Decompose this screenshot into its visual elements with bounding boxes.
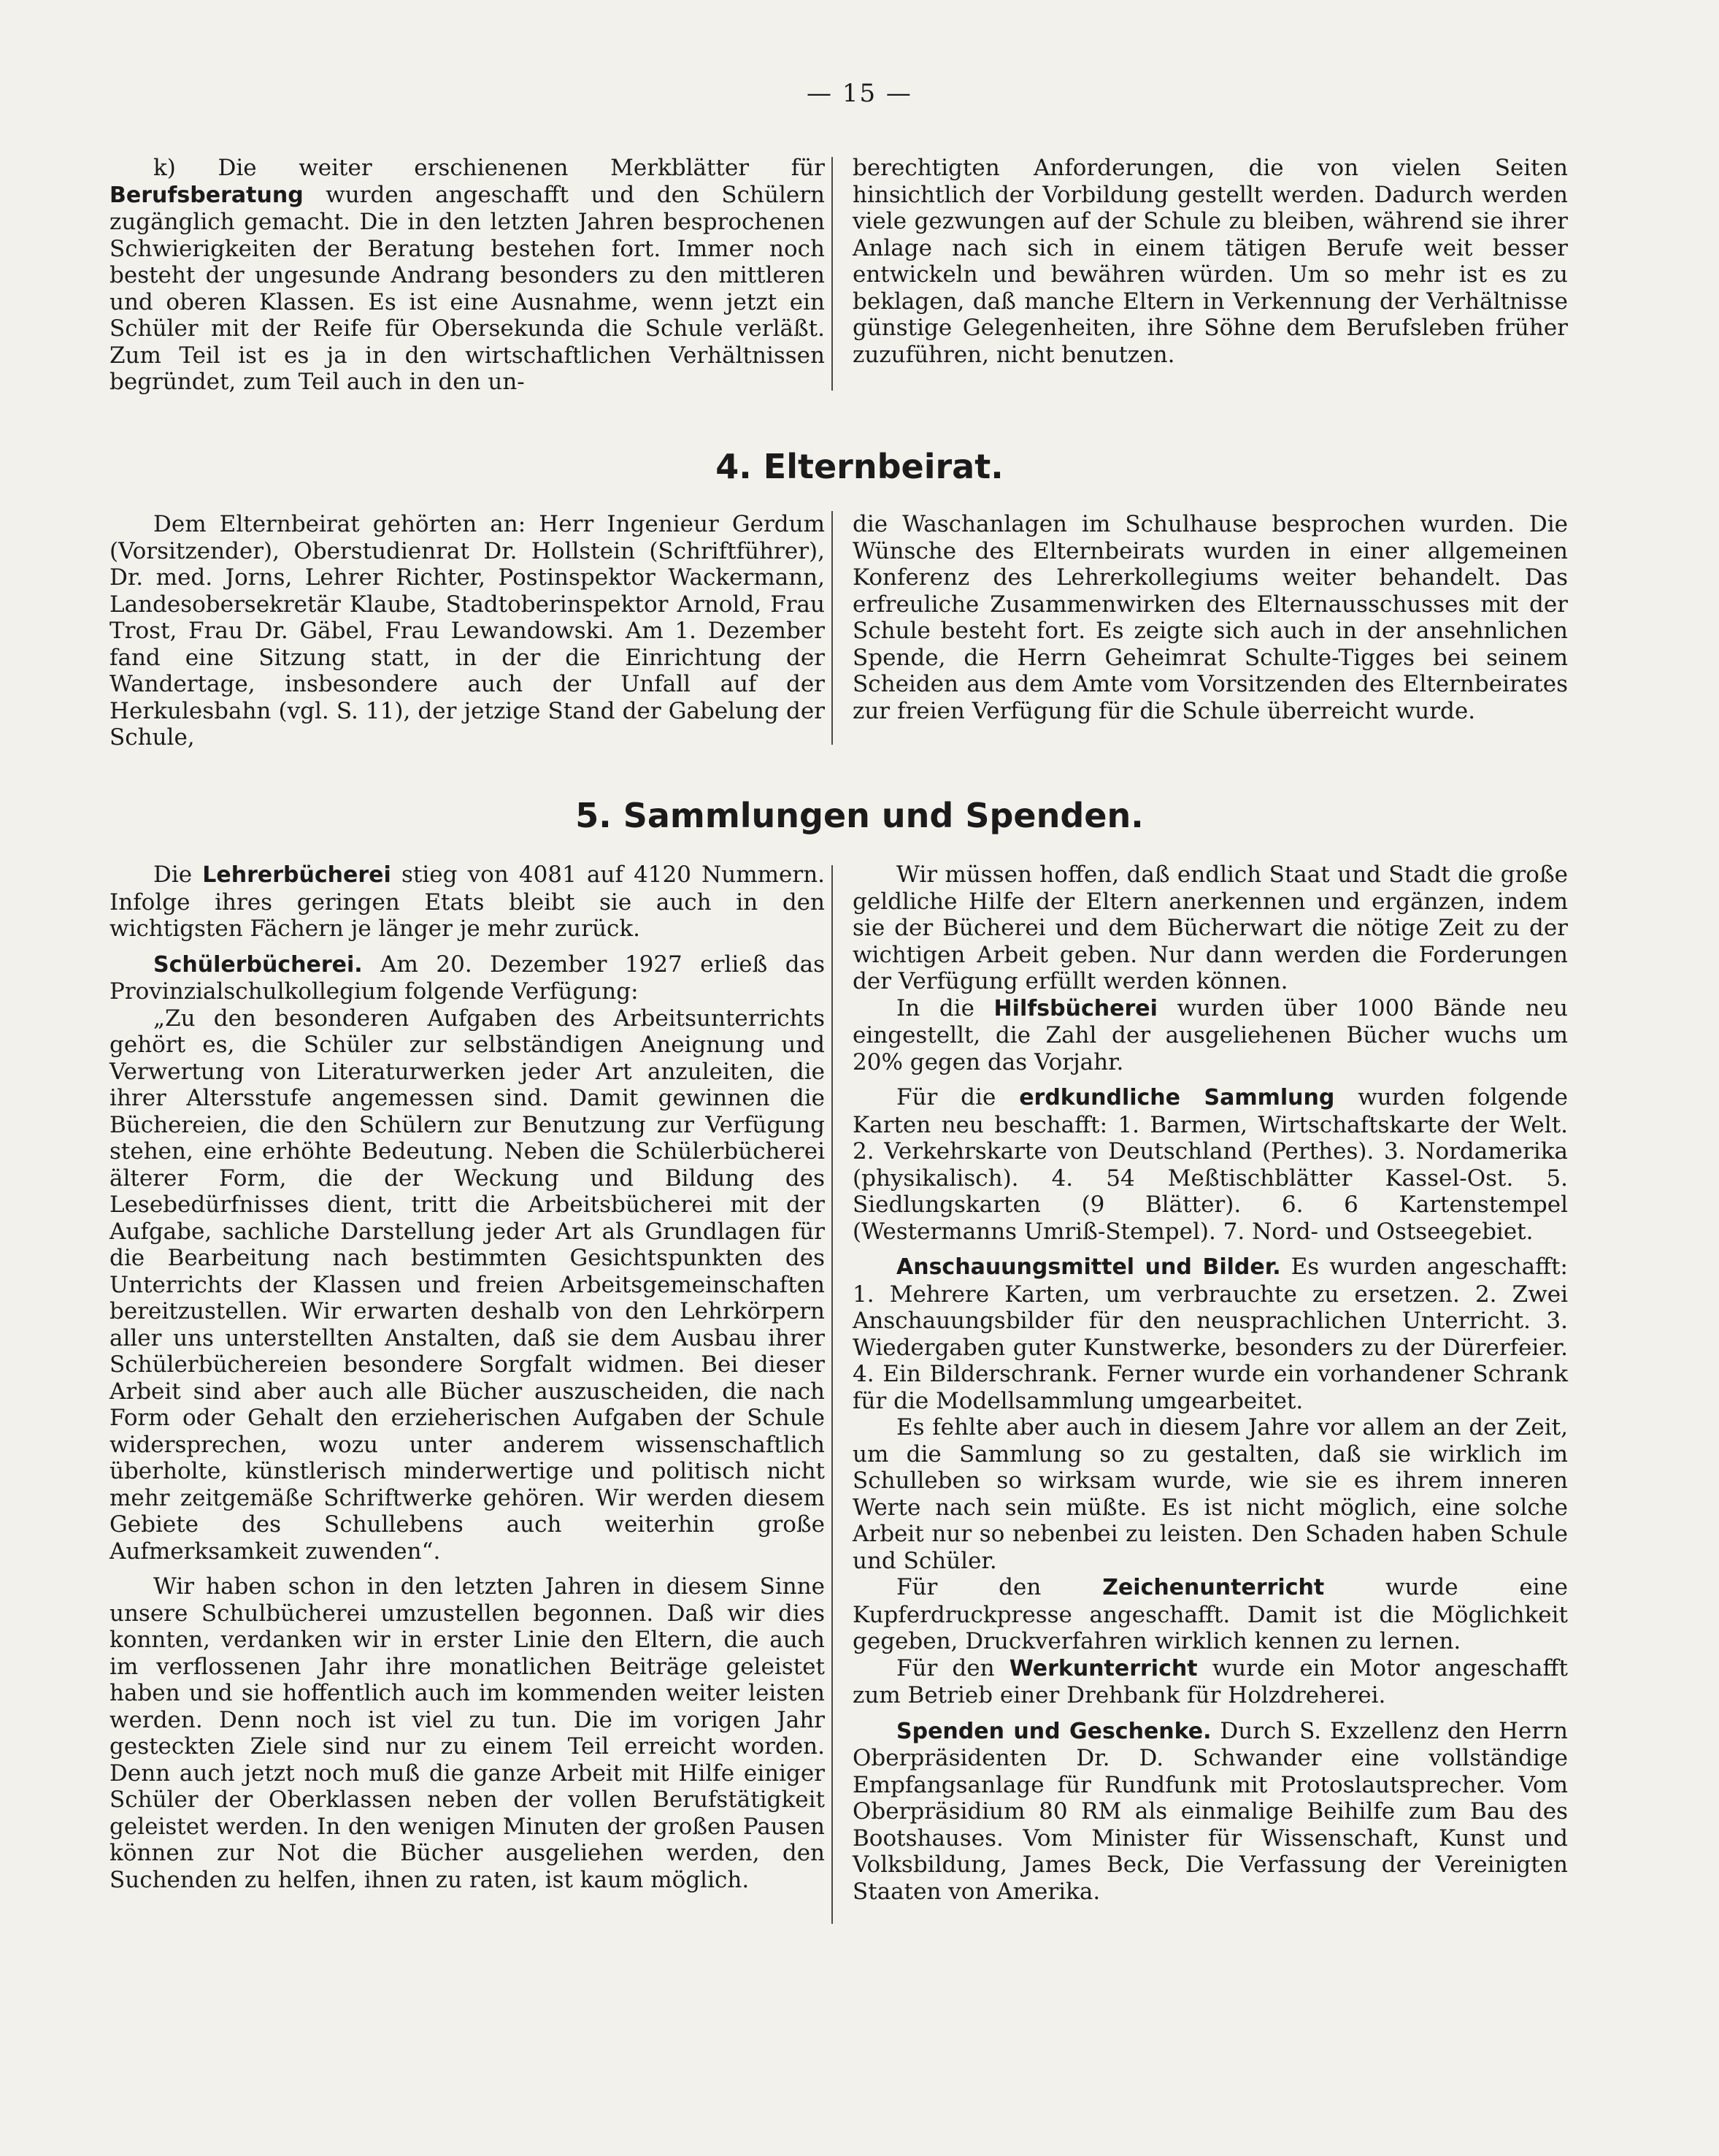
text: Für den: [896, 1654, 1010, 1681]
paragraph: Wir haben schon in den letzten Jahren in diesem Sinne unsere Schulbücherei umzustellen begonnen. Daß wir dies konnten, verdanken wir in erster Linie den Eltern, die auch im verflossenen Jahr ihre monatlichen Beiträge geleistet haben und sie hoffentlich auch im kommenden weiter leisten werden. Denn noch ist viel zu tun. Die im vorigen Jahr gesteckten Ziele sind nur zu einem Teil erreicht worden. Denn auch jetzt noch muß die ganze Arbeit mit Hilfe einiger Schüler der Oberklassen neben der vollen Berufstätigkeit geleistet werden. In den wenigen Minuten der großen Pausen können zur Not die Bücher ausgeliehen werden, den Suchenden zu helfen, ihnen zu raten, ist kaum möglich.: [109, 1573, 825, 1893]
column-divider: [831, 511, 833, 745]
section-k-right-column: [853, 155, 1568, 368]
text: wurden über 1000 Bände neu eingestellt, die Zahl der ausgeliehenen Bücher wuchs um 20% gegen das Vorjahr.: [853, 994, 1568, 1075]
paragraph: [109, 862, 825, 943]
text: In die: [896, 994, 994, 1021]
section-5-right-column: [853, 862, 1568, 1905]
paragraph: Dem Elternbeirat gehörten an: Herr Ingenieur Gerdum (Vorsitzender), Oberstudienrat Dr. Hollstein (Schriftführer), Dr. med. Jorns, Lehrer Richter, Postinspektor Wackermann, Landesobersekretär Klaube, Stadtoberinspektor Arnold, Frau Trost, Frau Dr. Gäbel, Frau Lewandowski. Am 1. Dezember fand eine Sitzung statt, in der die Einrichtung der Wandertage, insbesondere auch der Unfall auf der Herkulesbahn (vgl. S. 11), der jetzige Stand der Gabelung der Schule,: [109, 511, 825, 751]
paragraph: Wir müssen hoffen, daß endlich Staat und Stadt die große geldliche Hilfe der Eltern anerkennen und ergänzen, indem sie der Bücherei und dem Bücherwart die nötige Zeit zu der wichtigen Arbeit geben. Nur dann werden die Forderungen der Verfügung erfüllt werden können.: [853, 862, 1568, 994]
bold-term: Spenden und Geschenke.: [896, 1718, 1212, 1744]
text: wurden angeschafft und den Schülern zugänglich gemacht. Die in den letzten Jahren besprochenen Schwierigkeiten der Beratung bestehen fort. Immer noch besteht der ungesunde Andrang besonders zu den mittleren und oberen Klassen. Es ist eine Ausnahme, wenn jetzt ein Schüler mit der Reife für Obersekunda die Schule verläßt. Zum Teil ist es ja in den wirtschaftlichen Verhältnissen begründet, zum Teil auch in den un-: [109, 181, 825, 395]
paragraph: [853, 1655, 1568, 1709]
paragraph: Es fehlte aber auch in diesem Jahre vor allem an der Zeit, um die Sammlung so zu gestalten, daß sie wirklich im Schulleben so wirksam wurde, wie sie es ihrem inneren Werte nach sein müßte. Es ist nicht möglich, eine solche Arbeit nur so nebenbei zu leisten. Den Schaden haben Schule und Schüler.: [853, 1414, 1568, 1574]
text: Am 20. Dezember 1927 erließ das Provinzialschulkollegium folgende Verfügung:: [109, 951, 825, 1005]
paragraph: [853, 1084, 1568, 1245]
paragraph: [853, 1574, 1568, 1655]
column-divider: [831, 865, 833, 1924]
paragraph: [109, 951, 825, 1005]
bold-term: erdkundliche Sammlung: [1019, 1085, 1335, 1110]
paragraph: [109, 155, 825, 396]
text: Durch S. Exzellenz den Herrn Oberpräsidenten Dr. D. Schwander eine vollständige Empfangsanlage für Rundfunk mit Protoslautsprecher. Vom Oberpräsidium 80 RM als einmalige Beihilfe zum Bau des Bootshauses. Vom Minister für Wissenschaft, Kunst und Volksbildung, James Beck, Die Verfassung der Vereinigten Staaten von Amerika.: [853, 1717, 1569, 1905]
text: wurden folgende Karten neu beschafft: 1. Barmen, Wirtschaftskarte der Welt. 2. Verkehrskarte von Deutschland (Perthes). 3. Nordamerika (physikalisch). 4. 54 Meßtischblätter Kassel-Ost. 5. Siedlungskarten (9 Blätter). 6. 6 Kartenstempel (Westermanns Umriß-Stempel). 7. Nord- und Ostseegebiet.: [853, 1084, 1568, 1245]
text: Die: [153, 862, 203, 888]
paragraph: [853, 1718, 1568, 1906]
text: wurde eine Kupferdruckpresse angeschafft. Damit ist die Möglichkeit gegeben, Druckverfahren wirklich kennen zu lernen.: [853, 1574, 1568, 1654]
text: k) Die weiter erschienenen Merkblätter für: [153, 155, 825, 181]
bold-term: Anschauungsmittel und Bilder.: [896, 1254, 1281, 1280]
text: Für den: [896, 1574, 1103, 1600]
bold-term: Hilfsbücherei: [993, 995, 1158, 1021]
section-k-left-column: [109, 155, 825, 396]
section-5-left-column: [109, 862, 825, 1893]
bold-term: Schülerbücherei.: [153, 951, 363, 978]
text: stieg von 4081 auf 4120 Nummern. Infolge ihres geringen Etats bleibt sie auch in den wichtigsten Fächern je länger je mehr zurück.: [109, 862, 826, 942]
text: Für die: [896, 1084, 1020, 1110]
paragraph: [853, 995, 1568, 1076]
section-4-right-column: [853, 511, 1568, 724]
section-4-left-column: [109, 511, 825, 751]
bold-term: Zeichenunterricht: [1102, 1575, 1325, 1600]
section-heading-elternbeirat: 4. Elternbeirat.: [715, 447, 1004, 486]
paragraph: berechtigten Anforderungen, die von vielen Seiten hinsichtlich der Vorbildung gestellt werden. Dadurch werden viele gezwungen auf der Schule zu bleiben, während sie ihrer Anlage nach sich in einem tätigen Berufe weit besser entwickeln und bewähren würden. Um so mehr ist es zu beklagen, daß manche Eltern in Verkennung der Verhältnisse günstige Gelegenheiten, ihre Söhne dem Berufsleben früher zuzuführen, nicht benutzen.: [853, 155, 1568, 368]
paragraph: [853, 1254, 1568, 1414]
text: Es wurden angeschafft: 1. Mehrere Karten, um verbrauchte zu ersetzen. 2. Zwei Anschauungsbilder für den neusprachlichen Unterricht. 3. Wiedergaben guter Kunstwerke, besonders zu der Dürerfeier. 4. Ein Bilderschrank. Ferner wurde ein vorhandener Schrank für die Modellsammlung umgearbeitet.: [853, 1254, 1568, 1414]
text: wurde ein Motor angeschafft zum Betrieb einer Drehbank für Holzdreherei.: [853, 1654, 1568, 1708]
column-divider: [831, 157, 833, 391]
bold-term: Berufsberatung: [109, 182, 304, 208]
paragraph: die Waschanlagen im Schulhause besprochen wurden. Die Wünsche des Elternbeirats wurden in einer allgemeinen Konferenz des Lehrerkollegiums weiter behandelt. Das erfreuliche Zusammenwirken des Elternausschusses mit der Schule besteht fort. Es zeigte sich auch in der ansehnlichen Spende, die Herrn Geheimrat Schulte-Tigges bei seinem Scheiden aus dem Amte vom Vorsitzenden des Elternbeirates zur freien Verfügung für die Schule überreicht wurde.: [853, 511, 1568, 724]
bold-term: Werkunterricht: [1009, 1655, 1198, 1681]
page-number: — 15 —: [807, 79, 912, 108]
section-heading-sammlungen: 5. Sammlungen und Spenden.: [575, 796, 1144, 835]
quote-paragraph: „Zu den besonderen Aufgaben des Arbeitsunterrichts gehört es, die Schüler zur selbständigen Aneignung und Verwertung von Literaturwerken jeder Art anzuleiten, die ihrer Altersstufe angemessen sind. Damit gewinnen die Büchereien, die den Schülern zur Benutzung zur Verfügung stehen, eine erhöhte Bedeutung. Neben die Schülerbücherei älterer Form, die der Weckung und Bildung des Lesebedürfnisses dient, tritt die Arbeitsbücherei mit der Aufgabe, sachliche Darstellung jeder Art als Grundlagen für die Bearbeitung nach bestimmten Gesichtspunkten des Unterrichts der Klassen und freien Arbeitsgemeinschaften bereitzustellen. Wir erwarten deshalb von den Lehrkörpern aller uns unterstellten Anstalten, daß sie dem Ausbau ihrer Schülerbüchereien besondere Sorgfalt widmen. Bei dieser Arbeit sind aber auch alle Bücher auszuscheiden, die nach Form oder Gehalt den erzieherischen Aufgaben der Schule widersprechen, wozu unter anderem wissenschaftlich überholte, künstlerisch minderwertige und politisch nicht mehr zeitgemäße Schriftwerke gehören. Wir werden diesem Gebiete des Schullebens auch weiterhin große Aufmerksamkeit zuwenden“.: [109, 1005, 825, 1565]
bold-term: Lehrerbücherei: [202, 862, 391, 888]
